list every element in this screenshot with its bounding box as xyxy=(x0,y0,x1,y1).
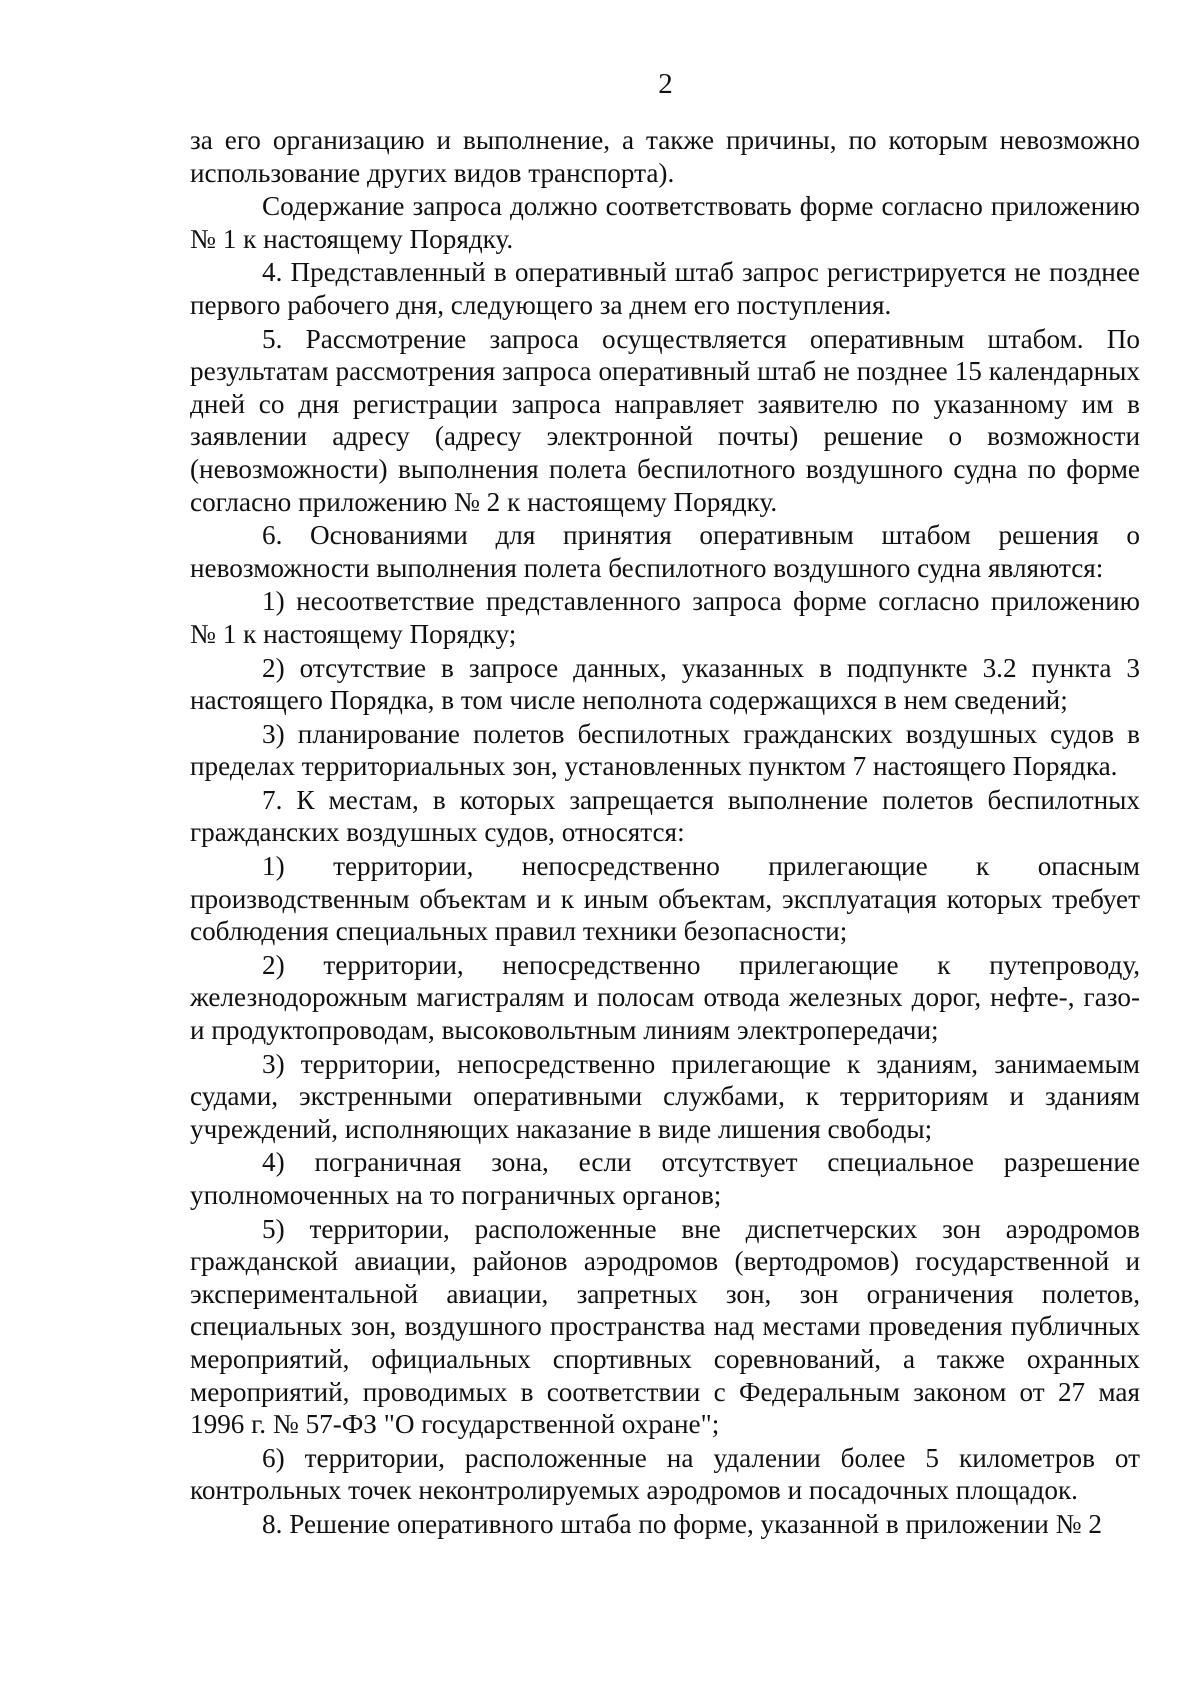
document-body xyxy=(190,124,1140,1541)
paragraph-item-4: 4. Представленный в оперативный штаб запрос регистрируется не позднее первого рабочего дня, следующего за днем его поступления. xyxy=(190,257,1140,320)
paragraph-item-6: 6. Основаниями для принятия оперативным штабом решения о невозможности выполнения полета беспилотного воздушного судна являются: xyxy=(190,520,1140,583)
paragraph-item-6-1: 1) несоответствие представленного запроса форме согласно приложению № 1 к настоящему Порядку; xyxy=(190,586,1140,649)
paragraph-item-6-3: 3) планирование полетов беспилотных гражданских воздушных судов в пределах территориальных зон, установленных пунктом 7 настоящего Порядка. xyxy=(190,718,1140,782)
paragraph-request-content: Содержание запроса должно соответствовать форме согласно приложению № 1 к настоящему Порядку. xyxy=(190,191,1140,254)
paragraph-item-8: 8. Решение оперативного штаба по форме, указанной в приложении № 2 xyxy=(262,1508,1102,1539)
paragraph-continuation: за его организацию и выполнение, а также причины, по которым невозможно использование других видов транспорта). xyxy=(190,125,1140,188)
paragraph-item-5: 5. Рассмотрение запроса осуществляется оперативным штабом. По результатам рассмотрения запроса оперативный штаб не позднее 15 календарных дней со дня регистрации запроса направляет заявителю по указанному им в заявлении адресу (адресу электронной почты) решение о возможности (невозможности) выполнения полета беспилотного воздушного судна по форме согласно приложению № 2 к настоящему Порядку. xyxy=(190,323,1140,517)
paragraph-item-7-3: 3) территории, непосредственно прилегающие к зданиям, занимаемым судами, экстренными оперативными службами, к территориям и зданиям учреждений, исполняющих наказание в виде лишения свободы; xyxy=(190,1048,1140,1144)
paragraph-item-7-2: 2) территории, непосредственно прилегающие к путепроводу, железнодорожным магистралям и полосам отвода железных дорог, нефте-, газо- и продуктопроводам, высоковольтным линиям электропередачи; xyxy=(190,949,1140,1046)
paragraph-item-7: 7. К местам, в которых запрещается выполнение полетов беспилотных гражданских воздушных судов, относятся: xyxy=(190,784,1140,848)
paragraph-item-6-2: 2) отсутствие в запросе данных, указанных в подпункте 3.2 пункта 3 настоящего Порядка, в том числе неполнота содержащихся в нем сведений; xyxy=(190,652,1140,716)
page-number: 2 xyxy=(658,68,673,100)
paragraph-item-7-1: 1) территории, непосредственно прилегающие к опасным производственным объектам и к иным объектам, эксплуатация которых требует соблюдения специальных правил техники безопасности; xyxy=(190,851,1140,947)
paragraph-item-7-6: 6) территории, расположенные на удалении более 5 километров от контрольных точек неконтролируемых аэродромов и посадочных площадок. xyxy=(190,1442,1140,1506)
paragraph-item-7-4: 4) пограничная зона, если отсутствует специальное разрешение уполномоченных на то пограничных органов; xyxy=(190,1147,1140,1210)
paragraph-item-7-5: 5) территории, расположенные вне диспетчерских зон аэродромов гражданской авиации, районов аэродромов (вертодромов) государственной и экспериментальной авиации, запретных зон, зон ограничения полетов, специальных зон, воздушного пространства над местами проведения публичных мероприятий, официальных спортивных соревнований, а также охранных мероприятий, проводимых в соответствии с Федеральным законом от 27 мая 1996 г. № 57-ФЗ "О государственной охране"; xyxy=(190,1213,1140,1440)
